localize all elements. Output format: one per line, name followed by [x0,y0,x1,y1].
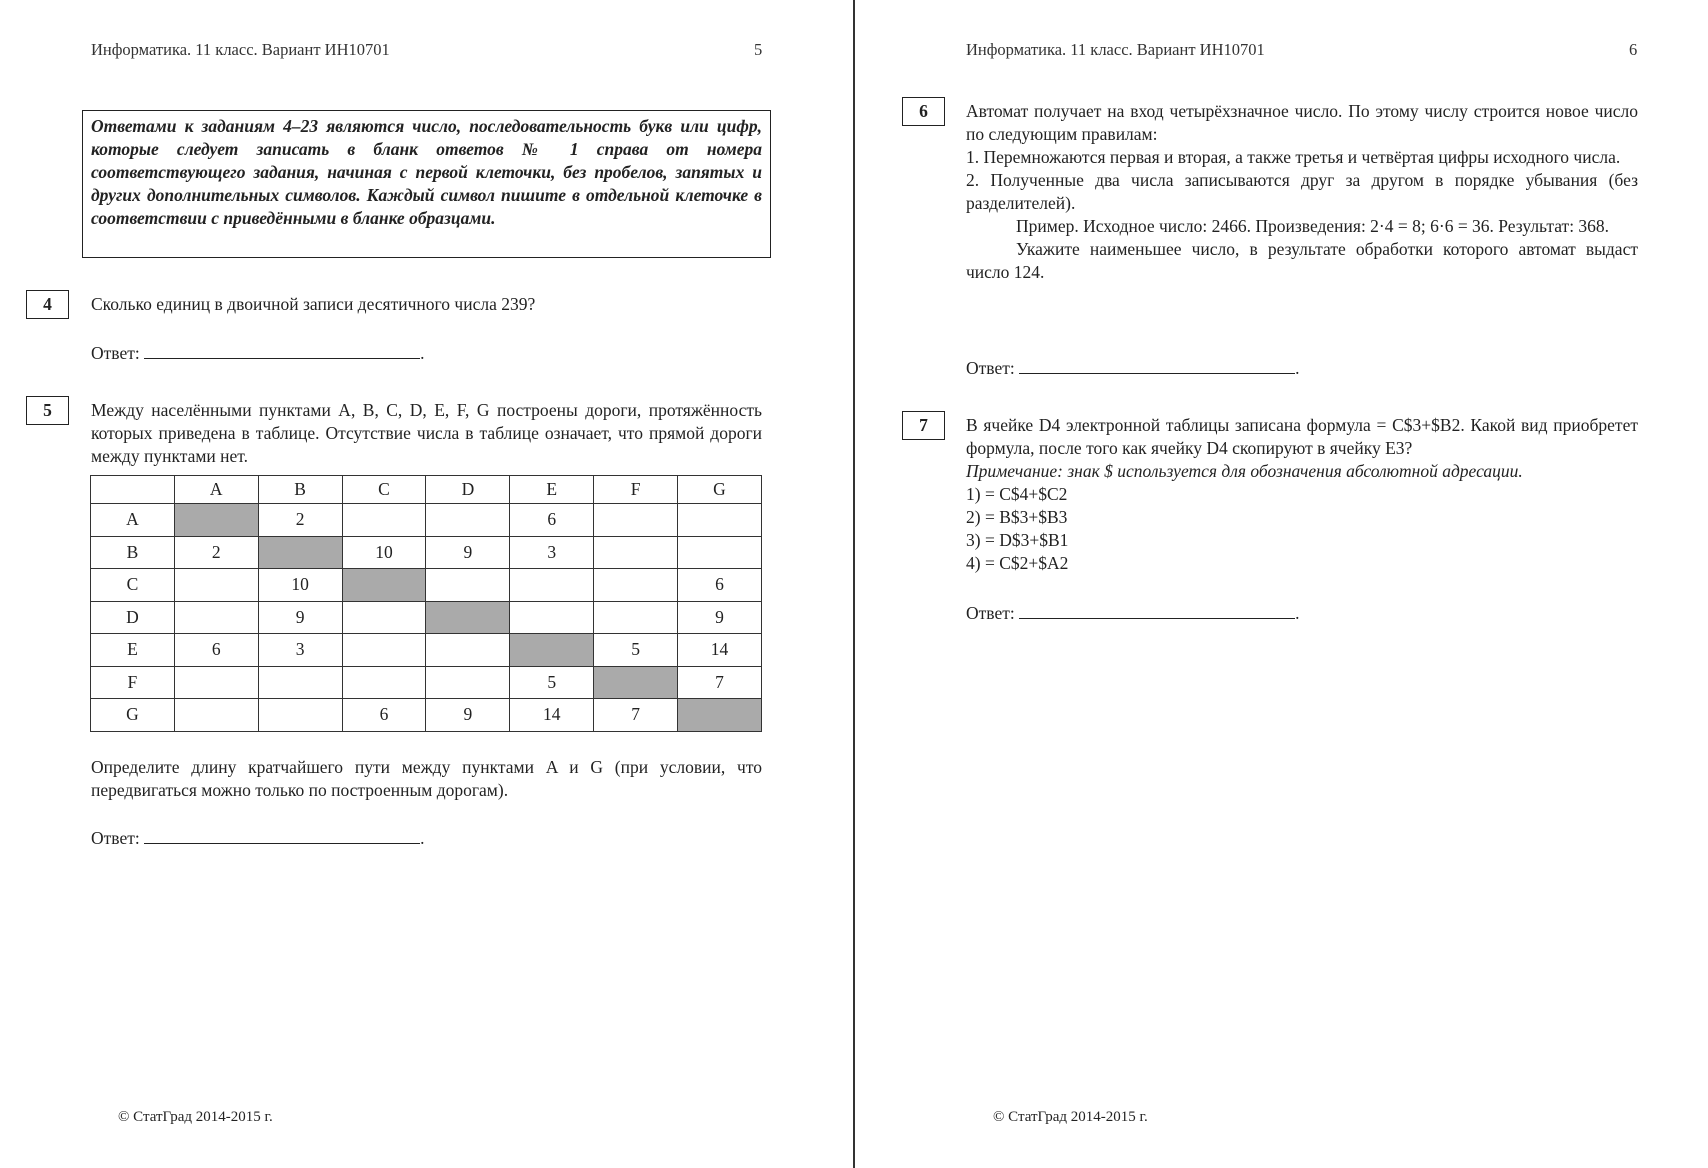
table-header-row [91,476,762,504]
answer-end: . [420,343,425,363]
question-7-text: В ячейке D4 электронной таблицы записана формула = C$3+$B2. Какой вид приобретет формула, после того как ячейку D4 скопируют в ячейку E3? [966,415,1638,458]
table-cell: 3 [510,536,594,569]
row-header: D [91,601,175,634]
table-cell [677,504,761,537]
answer-label: Ответ: [91,828,140,848]
distance-table [90,475,762,732]
row-header: E [91,634,175,667]
question-5-text: Между населёнными пунктами A, B, C, D, E, F, G построены дороги, протяжённость которых приведена в таблице. Отсутствие числа в таблице означает, что прямой дороги между пунктами нет. [91,400,762,466]
table-cell [342,504,426,537]
table-row [91,536,762,569]
question-6-rule-1: 1. Перемножаются первая и вторая, а также третья и четвёртая цифры исходного числа. [966,147,1621,167]
column-header: G [677,476,761,504]
table-cell [594,569,678,602]
question-5-prompt: Определите длину кратчайшего пути между пунктами A и G (при условии, что передвигаться можно только по построенным дорогам). [91,757,762,800]
question-number-5: 5 [26,396,69,425]
table-cell [677,699,761,732]
table-row [91,504,762,537]
table-cell: 14 [677,634,761,667]
table-cell [174,504,258,537]
answer-end: . [1295,603,1300,623]
option-4: 4) = C$2+$A2 [966,553,1069,573]
table-cell [426,504,510,537]
table-cell [426,569,510,602]
table-cell: 14 [510,699,594,732]
option-2: 2) = B$3+$B3 [966,507,1068,527]
column-header: F [594,476,678,504]
table-cell [594,536,678,569]
table-cell: 10 [342,536,426,569]
answer-label: Ответ: [966,603,1015,623]
answer-field-6[interactable] [966,356,1299,380]
table-cell [342,666,426,699]
table-cell: 9 [258,601,342,634]
table-cell [174,601,258,634]
answer-field-4[interactable] [91,341,424,365]
table-cell: 3 [258,634,342,667]
page-divider [853,0,855,1168]
table-row [91,666,762,699]
page-header-title: Информатика. 11 класс. Вариант ИН10701 [91,40,390,59]
table-cell [426,666,510,699]
page-number: 6 [1629,40,1638,59]
page-header-title: Информатика. 11 класс. Вариант ИН10701 [966,40,1265,59]
question-number-7: 7 [902,411,945,440]
column-header: B [258,476,342,504]
table-cell [677,536,761,569]
option-3: 3) = D$3+$B1 [966,530,1069,550]
answer-line[interactable] [1019,601,1295,619]
table-cell [258,666,342,699]
answer-line[interactable] [144,341,420,359]
question-7-note: Примечание: знак $ используется для обозначения абсолютной адресации. [966,461,1523,481]
question-6-example: Пример. Исходное число: 2466. Произведения: 2·4 = 8; 6·6 = 36. Результат: 368. [1016,216,1610,236]
table-cell [174,666,258,699]
row-header: F [91,666,175,699]
table-row [91,569,762,602]
answer-label: Ответ: [91,343,140,363]
table-cell [510,569,594,602]
table-cell [426,634,510,667]
answer-field-5[interactable] [91,826,424,850]
answer-end: . [420,828,425,848]
question-7-body [966,414,1638,575]
table-cell [258,699,342,732]
table-cell [342,569,426,602]
table-cell [174,699,258,732]
row-header: C [91,569,175,602]
table-cell: 2 [258,504,342,537]
table-cell [594,666,678,699]
table-cell: 6 [510,504,594,537]
question-number-4: 4 [26,290,69,319]
question-4-text: Сколько единиц в двоичной записи десятичного числа 239? [91,294,536,314]
table-cell [594,601,678,634]
option-1: 1) = C$4+$C2 [966,484,1068,504]
table-cell: 7 [677,666,761,699]
question-6-rule-2: 2. Полученные два числа записываются друг за другом в порядке убывания (без разделителей). [966,170,1638,213]
table-cell: 2 [174,536,258,569]
answer-line[interactable] [144,826,420,844]
table-cell: 6 [342,699,426,732]
footer-copyright: © СтатГрад 2014-2015 г. [993,1109,1148,1125]
answer-field-7[interactable] [966,601,1299,625]
column-header: C [342,476,426,504]
table-cell: 10 [258,569,342,602]
answer-end: . [1295,358,1300,378]
table-cell: 9 [677,601,761,634]
row-header: G [91,699,175,732]
question-6-body [966,100,1638,284]
table-row [91,601,762,634]
table-cell [510,601,594,634]
table-cell [342,634,426,667]
table-cell: 6 [677,569,761,602]
table-cell: 6 [174,634,258,667]
column-header [91,476,175,504]
table-cell [594,504,678,537]
table-cell: 9 [426,699,510,732]
column-header: D [426,476,510,504]
instructions-box: Ответами к заданиям 4–23 являются число, последовательность букв или цифр, которые следует записать в бланк ответов № 1 справа от номера соответствующего задания, начиная с первой клеточки, без пробелов, запятых и других дополнительных символов. Каждый символ пишите в отдельной клеточке в соответствии с приведёнными в бланке образцами. [82,110,771,258]
table-cell: 7 [594,699,678,732]
row-header: A [91,504,175,537]
table-cell [258,536,342,569]
table-cell: 5 [510,666,594,699]
table-cell [510,634,594,667]
answer-label: Ответ: [966,358,1015,378]
answer-line[interactable] [1019,356,1295,374]
table-cell: 9 [426,536,510,569]
column-header: E [510,476,594,504]
table-cell [174,569,258,602]
table-cell [426,601,510,634]
footer-copyright: © СтатГрад 2014-2015 г. [118,1109,273,1125]
question-6-intro: Автомат получает на вход четырёхзначное число. По этому числу строится новое число по следующим правилам: [966,101,1638,144]
question-number-6: 6 [902,97,945,126]
table-cell [342,601,426,634]
column-header: A [174,476,258,504]
row-header: B [91,536,175,569]
table-cell: 5 [594,634,678,667]
question-6-prompt: Укажите наименьшее число, в результате обработки которого автомат выдаст число 124. [966,239,1638,282]
page-number: 5 [754,40,763,59]
table-row [91,634,762,667]
table-row [91,699,762,732]
